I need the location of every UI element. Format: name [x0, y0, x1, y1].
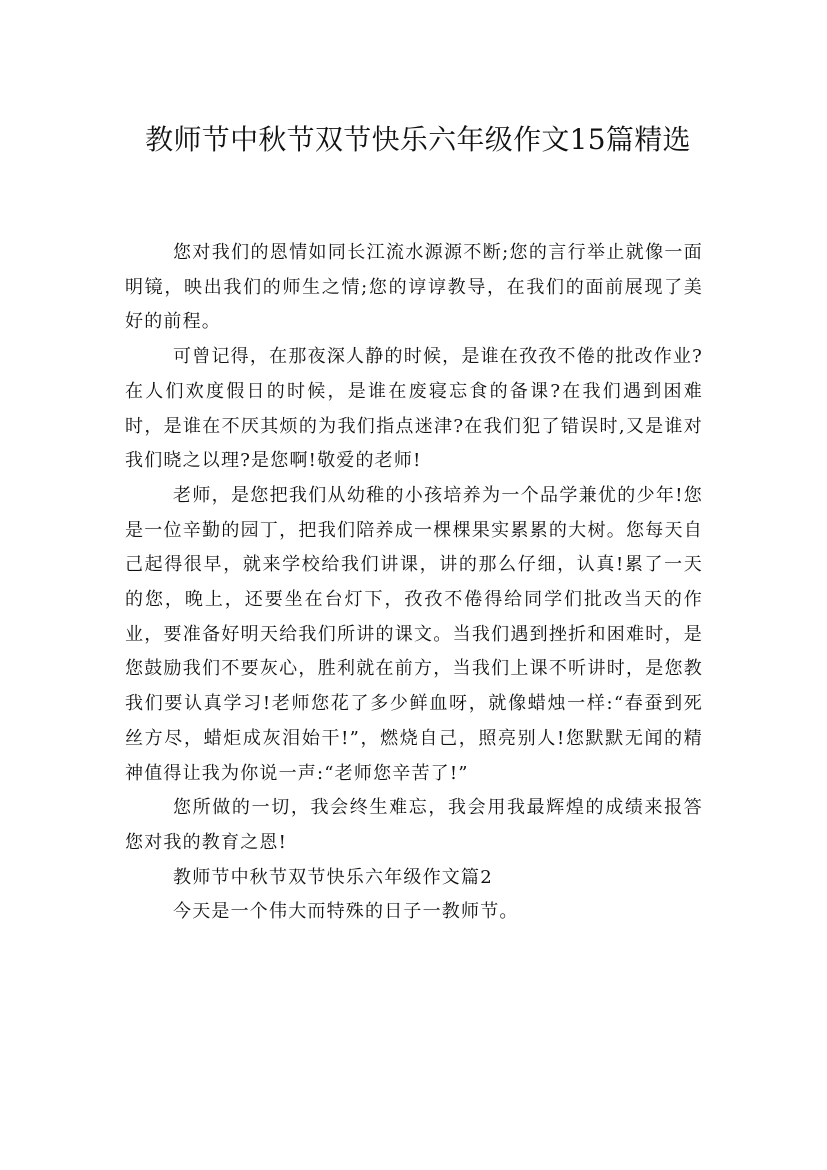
- paragraph-5: 今天是一个伟大而特殊的日子一教师节。: [173, 901, 519, 923]
- paragraph-2: 可曾记得，在那夜深人静的时候，是谁在孜孜不倦的批改作业?在人们欢度假日的时候，是谁在废寝忘食的备课?在我们遇到困难时，是谁在不厌其烦的为我们指点迷津?在我们犯了错误时,又是谁对我们晓之以理?是您啊!敬爱的老师!: [125, 346, 703, 472]
- section-heading-2: 教师节中秋节双节快乐六年级作文篇2: [173, 866, 493, 888]
- paragraph-1: 您对我们的恩情如同长江流水源源不断;您的言行举止就像一面明镜，映出我们的师生之情;您的谆谆教导，在我们的面前展现了美好的前程。: [125, 242, 703, 333]
- paragraph-4: 您所做的一切，我会终生难忘，我会用我最辉煌的成绩来报答您对我的教育之恩!: [125, 797, 703, 853]
- document-body: [125, 236, 703, 930]
- document-title: 教师节中秋节双节快乐六年级作文15篇精选: [145, 122, 691, 156]
- paragraph-3: 老师，是您把我们从幼稚的小孩培养为一个品学兼优的少年!您是一位辛勤的园丁，把我们陪养成一棵棵果实累累的大树。您每天自己起得很早，就来学校给我们讲课，讲的那么仔细，认真!累了一天的您，晚上，还要坐在台灯下，孜孜不倦得给同学们批改当天的作业，要准备好明天给我们所讲的课文。当我们遇到挫折和困难时，是您鼓励我们不要灰心，胜利就在前方，当我们上课不听讲时，是您教我们要认真学习!老师您花了多少鲜血呀，就像蜡烛一样:“春蚕到死丝方尽，蜡炬成灰泪始干!”，燃烧自己，照亮别人!您默默无闻的精神值得让我为你说一声:“老师您辛苦了!”: [125, 484, 703, 784]
